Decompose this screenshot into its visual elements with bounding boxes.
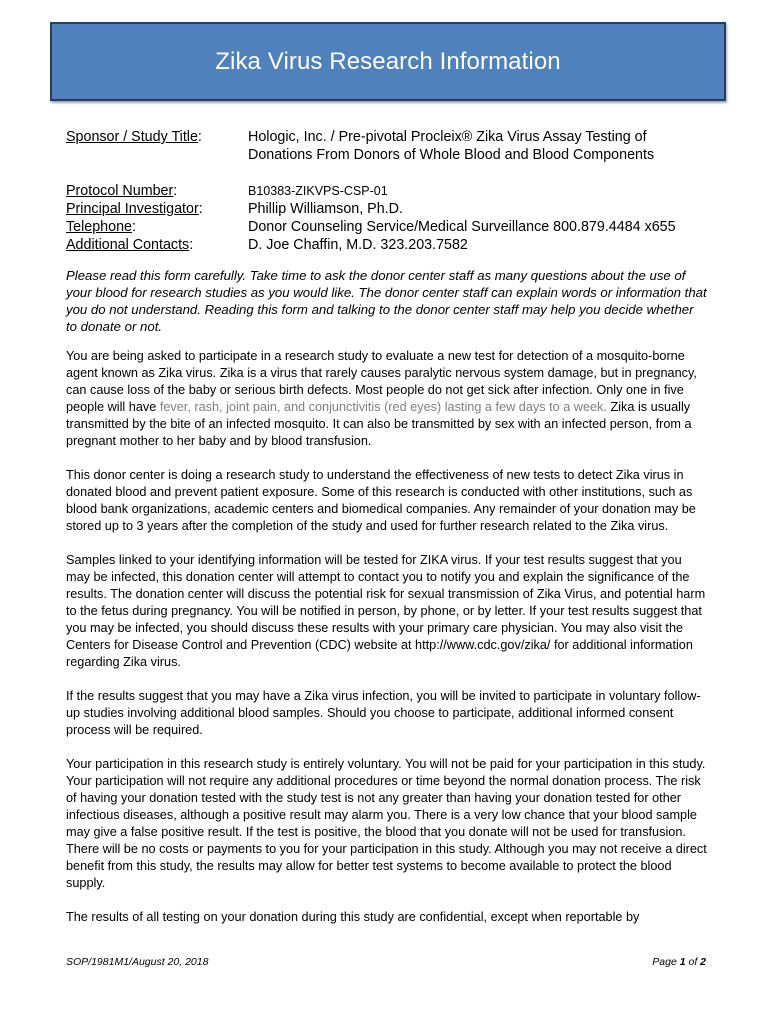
paragraph-6: The results of all testing on your donation during this study are confidential, except when reportable by	[66, 910, 640, 924]
footer	[66, 956, 706, 968]
protocol-label: Protocol Number	[66, 183, 174, 199]
investigator-label: Principal Investigator	[66, 201, 199, 217]
sponsor-value-line2: Donations From Donors of Whole Blood and Blood Components	[248, 147, 655, 163]
page-number: Page 1 of 2	[652, 956, 706, 968]
telephone-row: Telephone: Donor Counseling Service/Medical Surveillance 800.879.4484 x655	[66, 218, 716, 236]
contacts-label: Additional Contacts	[66, 237, 190, 253]
title-banner	[50, 22, 726, 101]
paragraph-4: If the results suggest that you may have a Zika virus infection, you will be invited to participate in voluntary follow-up studies involving additional blood samples. Should you choose to participate, additional informed consent process will be required.	[66, 689, 701, 737]
sponsor-value-line1: Hologic, Inc. / Pre-pivotal Procleix® Zika Virus Assay Testing of	[248, 129, 647, 145]
document-id: SOP/1981M1/August 20, 2018	[66, 956, 209, 968]
paragraph-2: This donor center is doing a research study to understand the effectiveness of new tests to detect Zika virus in donated blood and prevent patient exposure. Some of this research is conducted with other institutions, such as blood bank organizations, academic centers and biomedical companies. Any remainder of your donation may be stored up to 3 years after the completion of the study and used for further research related to the Zika virus.	[66, 468, 696, 533]
sponsor-row: Sponsor / Study Title: Hologic, Inc. / Pre-pivotal Procleix® Zika Virus Assay Testing of Donations From Donors of Whole Blood and Blood Components	[66, 128, 716, 164]
page-title: Zika Virus Research Information	[215, 47, 561, 75]
protocol-value: B10383-ZIKVPS-CSP-01	[248, 184, 388, 198]
paragraph-1: You are being asked to participate in a research study to evaluate a new test for detection of a mosquito-borne agent known as Zika virus. Zika is a virus that rarely causes paralytic nervous system damage, but in pregnancy, can cause loss of the baby or serious birth defects. Most people do not get sick after infection. Only one in five people will have fever, rash, joint pain, and conjunctivitis (red eyes) lasting a few days to a week. Zika is usually transmitted by the bite of an infected mosquito. It can also be transmitted by sex with an infected person, from a pregnant mother to her baby and by blood transfusion.	[66, 349, 697, 448]
contacts-value: D. Joe Chaffin, M.D. 323.203.7582	[248, 237, 468, 253]
study-info	[66, 128, 716, 254]
paragraph-3: Samples linked to your identifying information will be tested for ZIKA virus. If your test results suggest that you may be infected, this donation center will attempt to contact you to notify you and explain the significance of the results. The donation center will discuss the potential risk for sexual transmission of Zika Virus, and potential harm to the fetus during pregnancy. You will be notified in person, by phone, or by letter. If your test results suggest that you may be infected, you should discuss these results with your primary care physician. You may also visit the Centers for Disease Control and Prevention (CDC) website at http://www.cdc.gov/zika/ for additional information regarding Zika virus.	[66, 553, 706, 669]
protocol-row: Protocol Number: B10383-ZIKVPS-CSP-01	[66, 182, 716, 200]
telephone-value: Donor Counseling Service/Medical Surveillance 800.879.4484 x655	[248, 219, 676, 235]
investigator-row: Principal Investigator: Phillip Williamson, Ph.D.	[66, 200, 716, 218]
body-text	[66, 348, 708, 943]
paragraph-5: Your participation in this research study is entirely voluntary. You will not be paid for your participation in this study. Your participation will not require any additional procedures or time beyond the normal donation process. The risk of having your donation tested with the study test is not any greater than having your donation tested for other infectious diseases, although a positive result may alarm you. There is a very low chance that your blood sample may give a false positive result. If the test is positive, the blood that you donate will not be used for transfusion. There will be no costs or payments to you for your participation in this study. Although you may not receive a direct benefit from this study, the results may allow for better test systems to become available to protect the blood supply.	[66, 757, 707, 890]
intro-paragraph: Please read this form carefully. Take time to ask the donor center staff as many questions about the use of your blood for research studies as you would like. The donor center staff can explain words or information that you do not understand. Reading this form and talking to the donor center staff may help you decide whether to donate or not.	[66, 268, 707, 334]
investigator-value: Phillip Williamson, Ph.D.	[248, 201, 403, 217]
contacts-row: Additional Contacts: D. Joe Chaffin, M.D. 323.203.7582	[66, 236, 716, 254]
telephone-label: Telephone	[66, 219, 132, 235]
sponsor-label: Sponsor / Study Title	[66, 129, 198, 145]
symptoms-text: fever, rash, joint pain, and conjunctivitis (red eyes) lasting a few days to a week.	[159, 400, 607, 414]
